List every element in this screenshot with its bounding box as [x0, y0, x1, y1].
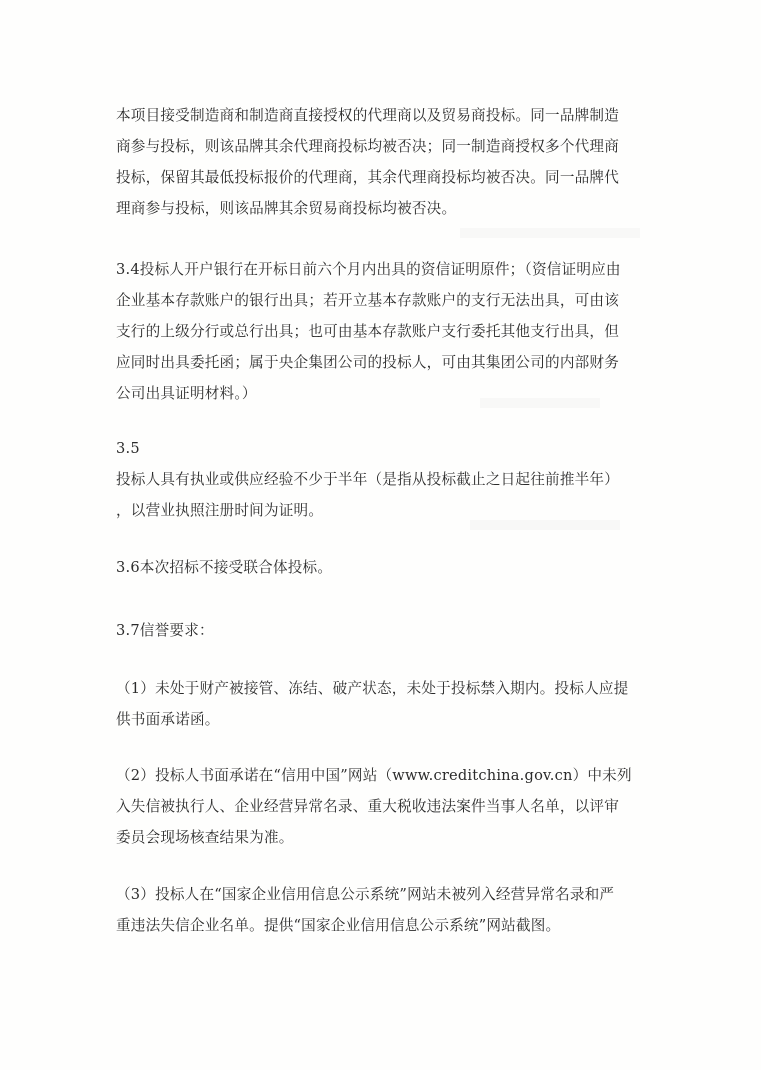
paragraph-3-4: [116, 254, 672, 409]
text-line: 本项目接受制造商和制造商直接授权的代理商以及贸易商投标。同一品牌制造: [116, 107, 619, 124]
text-line: 投标，保留其最低投标报价的代理商，其余代理商投标均被否决。同一品牌代: [116, 169, 619, 186]
text-line: 3.7信誉要求：: [116, 622, 214, 639]
text-line: （2）投标人书面承诺在“信用中国”网站（www.creditchina.gov.cn）中未列: [116, 767, 632, 784]
text-line: 投标人具有执业或供应经验不少于半年（是指从投标截止之日起往前推半年）: [116, 471, 619, 488]
text-line: 应同时出具委托函；属于央企集团公司的投标人，可由其集团公司的内部财务: [116, 354, 619, 371]
paragraph-3-5: [116, 433, 672, 526]
text-line: （3）投标人在“国家企业信用信息公示系统”网站未被列入经营异常名录和严: [116, 886, 615, 903]
text-line: 供书面承诺函。: [116, 711, 220, 728]
text-line: 公司出具证明材料。）: [116, 385, 257, 402]
text-line: 委员会现场核查结果为准。: [116, 829, 294, 846]
paragraph-intro: [116, 100, 672, 224]
text-line: 入失信被执行人、企业经营异常名录、重大税收违法案件当事人名单，以评审: [116, 798, 619, 815]
text-line: ，以营业执照注册时间为证明。: [116, 502, 324, 519]
paragraph-3-7: [116, 615, 672, 646]
text-line: 理商参与投标，则该品牌其余贸易商投标均被否决。: [116, 200, 457, 217]
bleed-through-mark: [460, 228, 640, 238]
requirement-1: [116, 673, 672, 735]
text-line: 3.5: [116, 440, 140, 457]
requirement-2: [116, 760, 672, 853]
text-line: 3.6本次招标不接受联合体投标。: [116, 559, 333, 576]
text-line: 企业基本存款账户的银行出具；若开立基本存款账户的支行无法出具，可由该: [116, 292, 619, 309]
text-line: 重违法失信企业名单。提供“国家企业信用信息公示系统”网站截图。: [116, 917, 561, 934]
requirement-3: [116, 879, 672, 941]
text-line: 3.4投标人开户银行在开标日前六个月内出具的资信证明原件；（资信证明应由: [116, 261, 621, 278]
paragraph-3-6: [116, 552, 672, 583]
text-line: 商参与投标，则该品牌其余代理商投标均被否决；同一制造商授权多个代理商: [116, 138, 619, 155]
text-line: 支行的上级分行或总行出具；也可由基本存款账户支行委托其他支行出具，但: [116, 323, 619, 340]
text-line: （1）未处于财产被接管、冻结、破产状态，未处于投标禁入期内。投标人应提: [116, 680, 629, 697]
